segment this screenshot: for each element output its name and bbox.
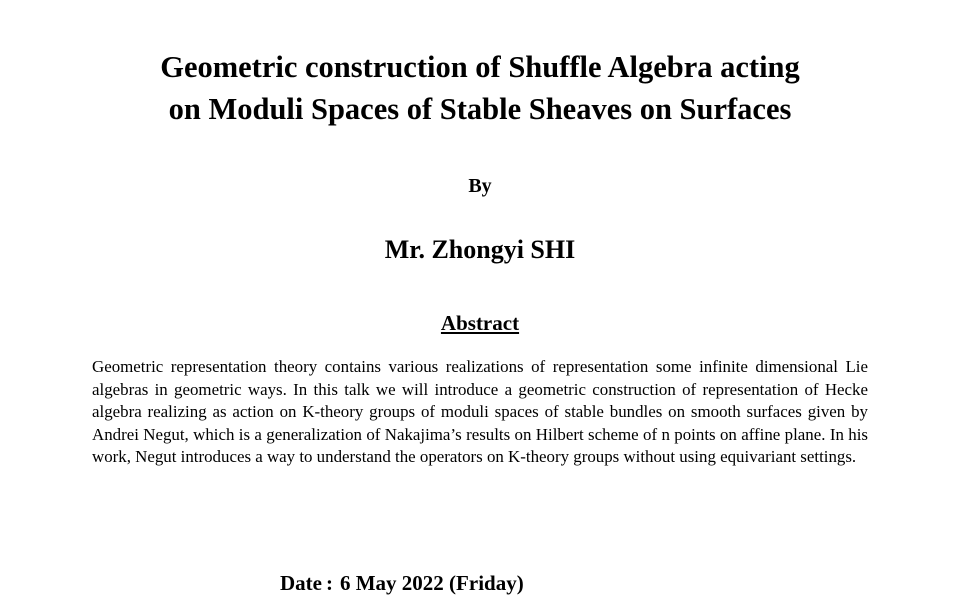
talk-title <box>60 46 900 130</box>
by-label: By <box>468 175 492 197</box>
talk-title-line-2: on Moduli Spaces of Stable Sheaves on Surfaces <box>168 92 792 126</box>
abstract-text: Geometric representation theory contains various realizations of representation some infinite dimensional Lie algebras in geometric ways. In this talk we will introduce a geometric construction of representation of Hecke algebra realizing as action on K-theory groups of moduli spaces of stable bundles on smooth surfaces given by Andrei Negut, which is a generalization of Nakajima’s results on Hilbert scheme of n points on affine plane. In his work, Negut introduces a way to understand the operators on K-theory groups without using equivariant settings. <box>92 357 868 467</box>
speaker-name: Mr. Zhongyi SHI <box>384 235 576 264</box>
talk-title-line-1: Geometric construction of Shuffle Algebra acting <box>160 50 800 84</box>
date-separator: : <box>325 571 333 595</box>
date-label: Date <box>280 571 322 595</box>
date-value: 6 May 2022 (Friday) <box>339 571 524 595</box>
date-line <box>280 568 524 598</box>
abstract-heading: Abstract <box>440 311 520 335</box>
